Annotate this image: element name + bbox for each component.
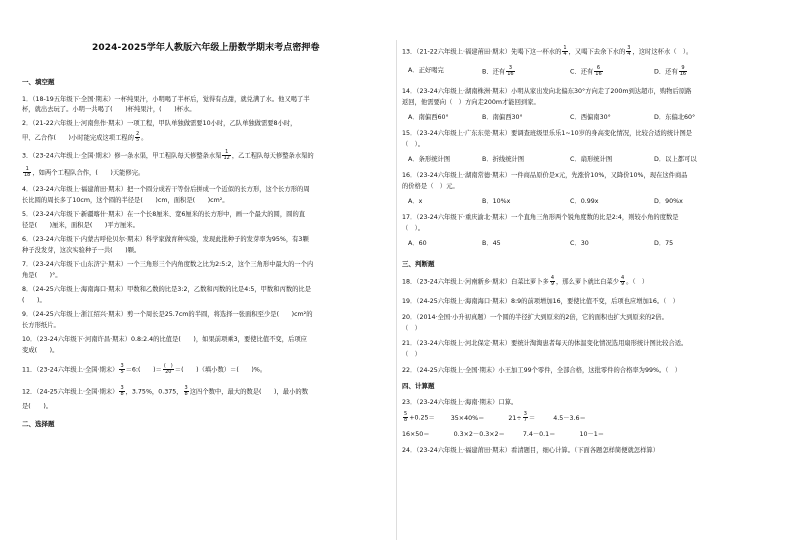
fraction: $\frac{1}{4}$ [563,45,567,57]
column-divider [396,40,397,540]
section-fill-blank: 一、填空题 [22,78,55,86]
fraction: $\frac{1}{12}$ [223,149,230,161]
q10-line1: 10．（23-24六年级下·河南许昌·期末）0.8:2.4的比值是( )，如果前项乘3，要使比值不变，后项应 [22,336,307,343]
q7-line1: 7．（23-24六年级下·山东济宁·期末）一个三角形三个内角度数之比为2:5:2，这个三角形中最大的一个内 [22,261,314,268]
q19-line: 19．（24-25六年级上·海南海口·期末）8:9的前项增加16，要使比值不变，后项也应增加16。（ ） [402,298,679,305]
q8-line2: ( )。 [22,297,46,304]
q4-line1: 4．（23-24六年级上·福建莆田·期末）把一个圆分成若干等份后拼成一个近似的长方形，这个长方形的周 [22,186,310,193]
fraction: $\frac{2}{5}$ [135,131,140,143]
q3-line1: 3．（23-24六年级上·全国·期末）修一条水渠，甲工程队每天修整条水渠 $\frac{1}{12}$ ，乙工程队每天修整条水渠的 [22,149,314,161]
q21-line1: 21．（23-24六年级上·河北保定·期末）要统计淘淘患者每天的体温变化情况选用扇形统计图比较合适。 [402,340,688,347]
q16-option-b: B．10%x [482,198,511,205]
q13-option-d: D．还有 $\frac{9}{16}$ [654,65,687,77]
q10-line2: 变成( )。 [22,347,59,354]
q14-line2: 返回，他需要向（ ）方向走200m才能回到家。 [402,99,540,106]
q15-option-a: A．条形统计图 [408,156,451,163]
q9-line2: 长方形纸片。 [22,322,60,329]
q16-option-d: D．90%x [654,198,683,205]
q11-line: 11．（23-24六年级上·全国·期末） $\frac{3}{5}$ ＝6:( )＝ $\frac{( )}{20}$ ＝( )（填小数）＝( )%。 [22,363,267,375]
q2-text: 甲、乙合作( )小时能完成这项工程的 [22,134,134,142]
q5-line1: 5．（23-24六年级下·新疆喀什·期末）在一个长8厘米、宽6厘米的长方形中，画一个最大的圆，圆的直 [22,211,306,218]
q13-option-c: C．还有 $\frac{6}{16}$ [570,65,602,77]
q14-option-b: B．南偏西30° [482,114,523,121]
q1-line1: 1．（18-19五年级下·全国·期末）一杯纯果汁，小明喝了半杯后，觉得有点甜，就兑满了水。他又喝了半 [22,96,310,103]
q1-line2: 杯，就出去玩了。小明一共喝了( )杯纯果汁，( )杯水。 [22,106,196,113]
fraction: $\frac{5}{8}$ [404,411,408,423]
q2-line2: 甲、乙合作( )小时能完成这项工程的 $\frac{2}{5}$ 。 [22,131,148,143]
q15-line1: 15．（23-24六年级上·广东东莞·期末）要调查班级里乐乐1~10岁的身高变化情况，比较合适的统计图是 [402,130,693,137]
q17-option-a: A．60 [408,240,427,247]
q20-line1: 20．（2014·全国·小升初真题）一个圆的半径扩大到原来的2倍，它的面积也扩大到原来的2倍。 [402,314,668,321]
q12-line1: 12．（24-25六年级上·全国·期末） $\frac{3}{8}$ ，3.75%，0.375， $\frac{3}{8}$ 这四个数中，最大的数是( )，最小的数 [22,385,308,397]
q5-line2: 径是( )厘米，面积是( )平方厘米。 [22,222,139,229]
q20-line2: （ ） [402,325,421,332]
q17-line1: 17．（23-24六年级下·重庆渝北·期末）一个直角三角形两个锐角度数的比是2:4，则较小角的度数是 [402,214,679,221]
q17-option-c: C．30 [570,240,589,247]
q17-option-d: D．75 [654,240,674,247]
fraction: $\frac{3}{7}$ [523,411,527,423]
section-calculation: 四、计算题 [402,382,435,390]
q17-line2: （ ）。 [402,225,425,232]
q15-option-c: C．扇形统计图 [570,156,613,163]
q14-line1: 14．（23-24六年级上·湖南株洲·期末）小明从家出发向北偏东30°方向走了200m到达超市，购物后原路 [402,88,692,95]
q23-line: 23．（23-24六年级上·海南·期末）口算。 [402,399,518,406]
section-true-false: 三、判断题 [402,260,435,268]
q8-line1: 8．（24-25六年级上·海南海口·期末）甲数和乙数的比是3:2，乙数和丙数的比是4:5，甲数和丙数的比是 [22,286,312,293]
q15-option-b: B．折线统计图 [482,156,525,163]
q13-option-b: B．还有 $\frac{3}{16}$ [482,65,514,77]
q18-line: 18．（23-24六年级上·河南新乡·期末）白菜比萝卜多 $\frac{4}{9}$ ，那么萝卜就比白菜少 $\frac{4}{9}$ 。（ ） [402,275,649,287]
page-title: 2024-2025学年人教版六年级上册数学期末考点密押卷 [92,43,320,53]
q4-line2: 长比圆的周长多了10cm，这个圆的半径是( )cm，面积是( )cm²。 [22,197,229,204]
q12-line2: 是( )。 [22,403,53,410]
q16-line2: 的价格是（ ）元。 [402,183,459,190]
fraction: $\frac{( )}{20}$ [163,363,173,375]
q14-option-d: D．东偏北60° [654,114,696,121]
q2-line1: 2．（21-22六年级上·河南焦作·期末）一项工程，甲队单独做需要10小时，乙队单独做需要8小时， [22,120,297,127]
q14-option-a: A．南偏西60° [408,114,449,121]
q15-option-d: D．以上都可以 [654,156,697,163]
calc-row-2: 16×50＝ 0.3×2－0.3×2＝ 7.4－0.1＝ 10－1＝ [402,431,605,438]
q14-option-c: C．西偏南30° [570,114,611,121]
q21-line2: （ ） [402,351,421,358]
fraction: $\frac{3}{5}$ [120,363,124,375]
fraction: $\frac{3}{8}$ [120,385,124,397]
q7-line2: 角是( )°。 [22,272,62,279]
fraction: $\frac{4}{9}$ [550,275,554,287]
q16-line1: 16．（23-24六年级上·湖南常德·期末）一件商品原价是x元，先涨价10%，又降价10%，现在这件商品 [402,172,688,179]
q17-option-b: B．45 [482,240,501,247]
fraction: $\frac{4}{9}$ [620,275,625,287]
q13-option-a: A．正好喝完 [408,67,444,74]
section-multiple-choice: 二、选择题 [22,420,55,428]
q22-line: 22．（24-25六年级上·全国·期末）小王加工99个零件，全部合格，这批零件的合格率为99%。（ ） [402,367,682,374]
q15-line2: （ ）。 [402,141,425,148]
q24-line: 24．（23-24六年级上·福建莆田·期末）看清题目，细心计算。（下面各题怎样简便就怎样算） [402,447,659,454]
fraction: $\frac{1}{18}$ [24,166,31,178]
fraction: $\frac{3}{4}$ [627,45,631,57]
q16-option-a: A．x [408,198,423,205]
calc-row-1: $\frac{5}{8}$ +0.25＝ 35×40%＝ 21÷ $\frac{3}{7}$ ＝ 4.5－3.6＝ [404,411,586,423]
q6-line2: 种子没发芽，这次实验种子一共( )颗。 [22,247,141,254]
q9-line1: 9．（24-25六年级上·浙江绍兴·期末）剪一个周长是25.7cm的半圆，将选择一张面积至少是( )cm²的 [22,311,313,318]
q13-line: 13．（21-22六年级上·福建莆田·期末）先喝下这一杯水的 $\frac{1}{4}$ ，又喝下去余下水的 $\frac{3}{4}$ ，这时这杯水（ ）。 [402,45,693,57]
q3-line2: $\frac{1}{18}$ ，如两个工程队合作，( )天能修完。 [24,166,145,178]
q6-line1: 6．（23-24六年级下·内蒙古呼伦贝尔·期末）科学家做育种实验，发现此批种子的发芽率为95%，有3颗 [22,236,309,243]
q16-option-c: C．0.99x [570,198,599,205]
fraction: $\frac{3}{8}$ [184,385,188,397]
